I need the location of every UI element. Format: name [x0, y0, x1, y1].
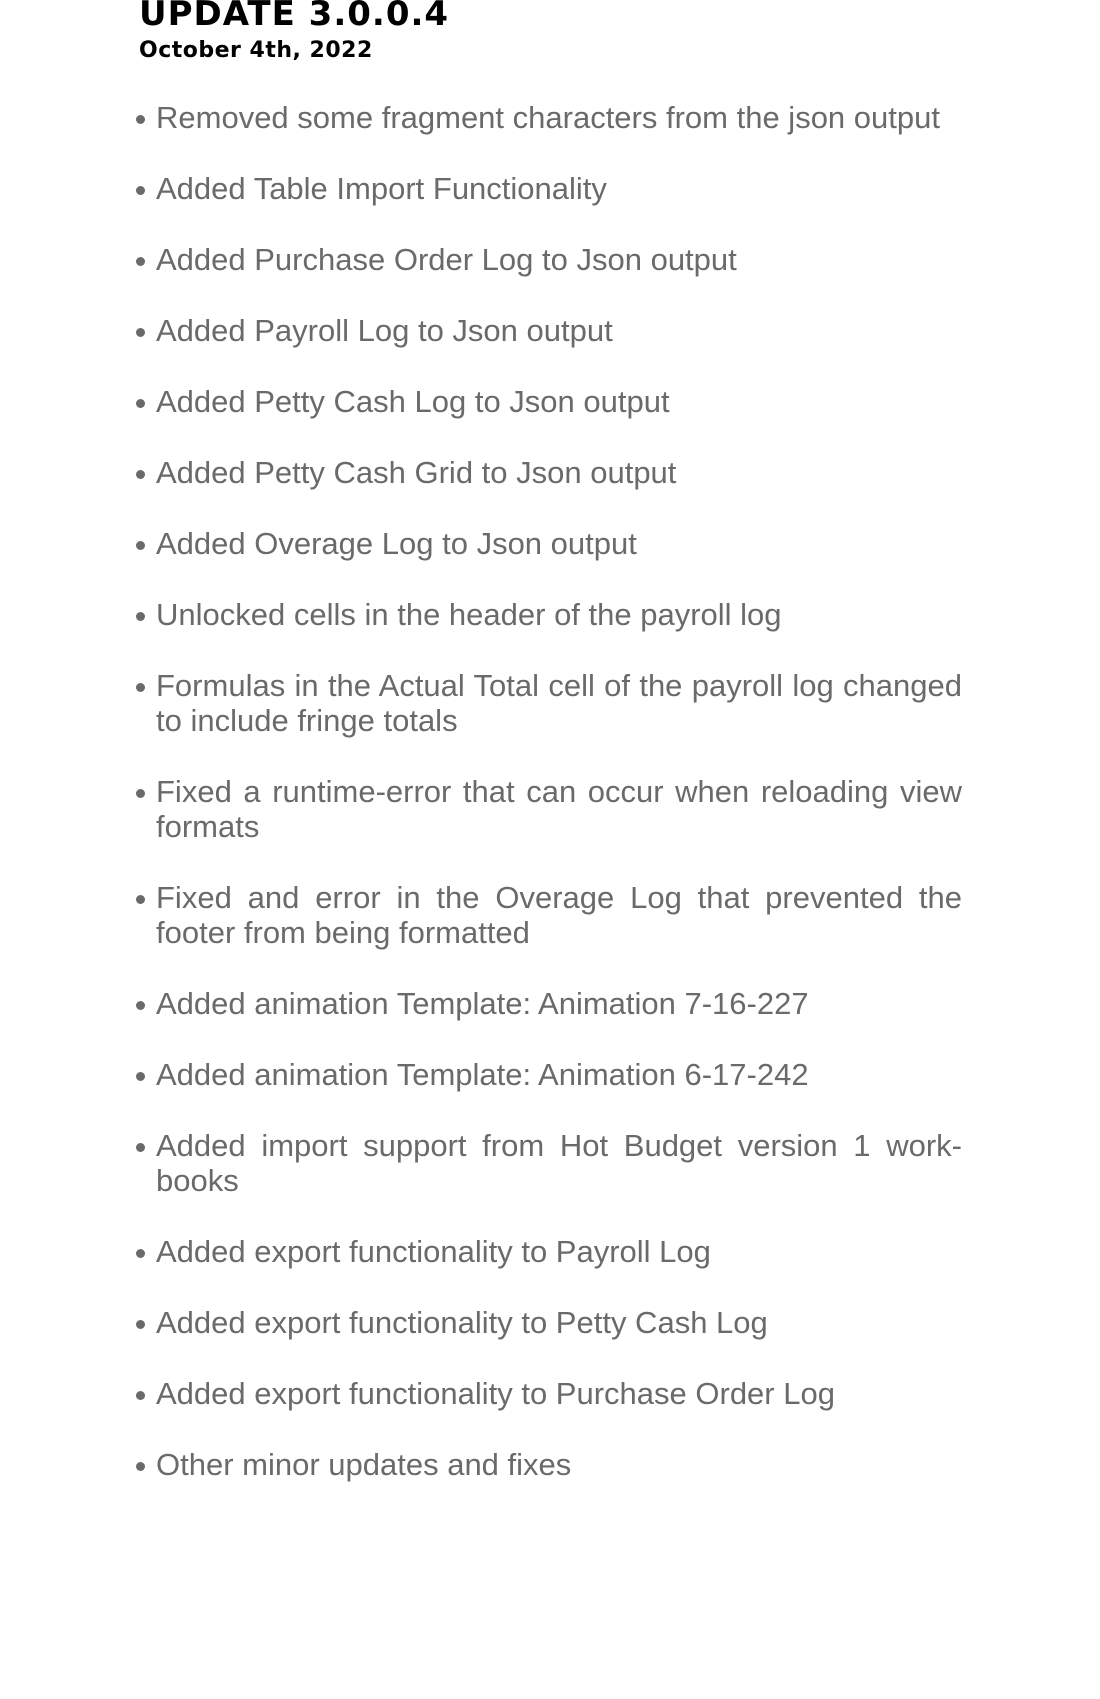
change-item-text: Formulas in the Actual Total cell of the payroll log changed to include fringe totals [156, 668, 962, 738]
bullet-icon [136, 541, 145, 550]
change-item-text: Added Payroll Log to Json output [156, 313, 613, 348]
update-date: October 4th, 2022 [139, 38, 373, 63]
bullet-icon [136, 895, 145, 904]
bullet-icon [136, 789, 145, 798]
change-item-text: Removed some fragment characters from the json output [156, 100, 940, 135]
change-item [136, 1128, 962, 1198]
bullet-icon [136, 1462, 145, 1471]
bullet-icon [136, 1143, 145, 1152]
bullet-icon [136, 115, 145, 124]
change-item-text: Added Purchase Order Log to Json output [156, 242, 737, 277]
change-item-text: Added export functionality to Purchase Order Log [156, 1376, 835, 1411]
change-item-text: Fixed and error in the Overage Log that prevented the footer from being formatted [156, 880, 962, 950]
change-item [136, 171, 962, 206]
bullet-icon [136, 1391, 145, 1400]
change-item [136, 1057, 962, 1092]
change-item-text: Added animation Template: Animation 6-17-242 [156, 1057, 809, 1092]
change-item [136, 526, 962, 561]
change-item [136, 1376, 962, 1411]
change-item [136, 313, 962, 348]
change-item-text: Other minor updates and fixes [156, 1447, 572, 1482]
change-item [136, 986, 962, 1021]
bullet-icon [136, 1072, 145, 1081]
change-item [136, 1234, 962, 1269]
bullet-icon [136, 186, 145, 195]
change-item-text: Added Petty Cash Log to Json output [156, 384, 670, 419]
change-item [136, 1305, 962, 1340]
change-item [136, 880, 962, 950]
change-item-text: Added Petty Cash Grid to Json output [156, 455, 677, 490]
change-item-text: Fixed a runtime-error that can occur when reloading view formats [156, 774, 962, 844]
bullet-icon [136, 399, 145, 408]
change-item-text: Unlocked cells in the header of the payroll log [156, 597, 782, 632]
change-item-text: Added Table Import Functionality [156, 171, 607, 206]
bullet-icon [136, 328, 145, 337]
change-item [136, 774, 962, 844]
update-title: UPDATE 3.0.0.4 [139, 0, 450, 34]
bullet-icon [136, 470, 145, 479]
bullet-icon [136, 612, 145, 621]
change-list [136, 100, 962, 1482]
bullet-icon [136, 1249, 145, 1258]
bullet-icon [136, 683, 145, 692]
change-item [136, 384, 962, 419]
bullet-icon [136, 1001, 145, 1010]
change-item-text: Added export functionality to Payroll Log [156, 1234, 711, 1269]
change-item-text: Added import support from Hot Budget version 1 work-books [156, 1128, 962, 1198]
change-item [136, 455, 962, 490]
change-item [136, 668, 962, 738]
bullet-icon [136, 257, 145, 266]
change-item [136, 242, 962, 277]
change-item-text: Added export functionality to Petty Cash Log [156, 1305, 768, 1340]
change-item [136, 1447, 962, 1482]
change-item [136, 597, 962, 632]
bullet-icon [136, 1320, 145, 1329]
change-item-text: Added Overage Log to Json output [156, 526, 637, 561]
change-item [136, 100, 962, 135]
change-item-text: Added animation Template: Animation 7-16-227 [156, 986, 809, 1021]
